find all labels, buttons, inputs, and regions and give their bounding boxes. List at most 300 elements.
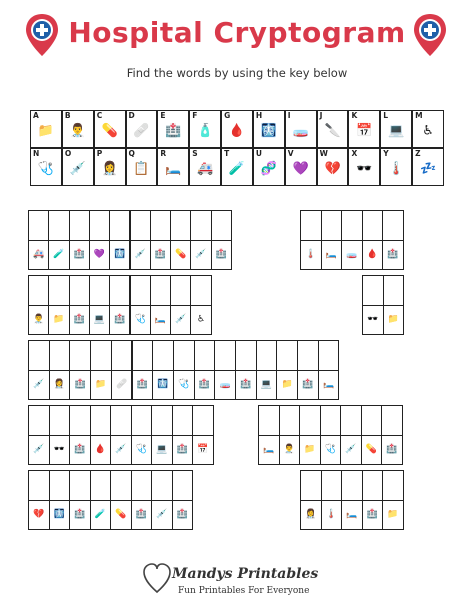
cell-divider bbox=[91, 370, 111, 371]
cell-divider bbox=[131, 240, 150, 241]
cell-divider bbox=[277, 370, 297, 371]
hospital-icon: 🏥 bbox=[114, 314, 126, 325]
letter-box[interactable] bbox=[297, 340, 319, 400]
letter-box[interactable] bbox=[318, 340, 340, 400]
word-row bbox=[300, 470, 403, 530]
cell-divider bbox=[133, 370, 153, 371]
letter-box[interactable] bbox=[300, 470, 322, 530]
letter-box[interactable] bbox=[110, 470, 132, 530]
cell-divider bbox=[110, 240, 129, 241]
nurse-icon: 👩‍⚕️ bbox=[305, 509, 317, 520]
key-cell bbox=[30, 110, 62, 148]
xray-icon: 🩻 bbox=[260, 123, 277, 139]
key-letter: H bbox=[255, 111, 263, 120]
letter-box[interactable] bbox=[131, 405, 153, 465]
hospital-bed-icon: 🛏️ bbox=[346, 509, 358, 520]
letter-box[interactable] bbox=[69, 405, 91, 465]
hospital-icon: 🏥 bbox=[135, 509, 147, 520]
bandage-icon: 🩹 bbox=[116, 379, 128, 390]
letter-box[interactable] bbox=[381, 405, 403, 465]
letter-box[interactable] bbox=[361, 405, 383, 465]
letter-box[interactable] bbox=[172, 405, 194, 465]
letter-box[interactable] bbox=[28, 470, 50, 530]
letter-box[interactable] bbox=[132, 340, 154, 400]
cell-divider bbox=[257, 370, 277, 371]
key-cell bbox=[380, 148, 412, 186]
cell-divider bbox=[236, 370, 256, 371]
cell-divider bbox=[363, 240, 383, 241]
cell-divider bbox=[132, 500, 152, 501]
folder-icon: 📁 bbox=[281, 379, 293, 390]
letter-box[interactable] bbox=[211, 210, 232, 270]
letter-box[interactable] bbox=[28, 210, 49, 270]
glasses-icon: 🕶️ bbox=[53, 444, 65, 455]
letter-box[interactable] bbox=[190, 210, 211, 270]
cell-divider bbox=[70, 240, 89, 241]
letter-box[interactable] bbox=[362, 210, 384, 270]
key-letter: S bbox=[192, 149, 198, 158]
stethoscope-icon: 🩺 bbox=[178, 379, 190, 390]
hospital-icon: 🏥 bbox=[387, 249, 399, 260]
letter-box[interactable] bbox=[69, 210, 90, 270]
key-letter: O bbox=[64, 149, 72, 158]
letter-box[interactable] bbox=[341, 470, 363, 530]
calendar-icon: 📅 bbox=[197, 444, 209, 455]
letter-box[interactable] bbox=[256, 340, 278, 400]
key-cell bbox=[348, 148, 380, 186]
dna-icon: 🧬 bbox=[260, 161, 277, 177]
cell-divider bbox=[383, 240, 403, 241]
hospital-icon: 🏥 bbox=[154, 249, 167, 260]
key-cell bbox=[157, 148, 189, 186]
letter-box[interactable] bbox=[110, 405, 132, 465]
cell-divider bbox=[91, 500, 111, 501]
hospital-icon: 🏥 bbox=[176, 509, 188, 520]
cell-divider bbox=[342, 500, 362, 501]
letter-box[interactable] bbox=[190, 275, 211, 335]
ambulance-icon: 🚑 bbox=[33, 249, 45, 260]
letter-box[interactable] bbox=[382, 470, 404, 530]
laptop-icon: 💻 bbox=[260, 379, 273, 390]
clipboard-icon: 📋 bbox=[133, 161, 150, 177]
key-cell bbox=[126, 148, 158, 186]
xray-icon: 🩻 bbox=[53, 509, 65, 520]
letter-box[interactable] bbox=[69, 275, 90, 335]
letter-box[interactable] bbox=[28, 405, 50, 465]
blood-drop-icon: 🩸 bbox=[228, 123, 246, 139]
cell-divider bbox=[341, 435, 361, 436]
cell-divider bbox=[49, 305, 68, 306]
cipher-key-grid bbox=[30, 110, 444, 186]
petri-dish-icon: 🧫 bbox=[219, 379, 231, 390]
key-cell bbox=[412, 148, 444, 186]
letter-box[interactable] bbox=[48, 275, 69, 335]
hospital-icon: 🏥 bbox=[74, 444, 86, 455]
letter-box[interactable] bbox=[258, 405, 280, 465]
key-cell bbox=[285, 148, 317, 186]
cell-divider bbox=[70, 500, 90, 501]
letter-box[interactable] bbox=[321, 210, 343, 270]
nurse-icon: 👩‍⚕️ bbox=[53, 379, 66, 390]
folder-icon: 📁 bbox=[387, 509, 399, 520]
cell-divider bbox=[342, 240, 362, 241]
key-cell bbox=[412, 110, 444, 148]
key-cell bbox=[189, 148, 221, 186]
test-tube-icon: 🧪 bbox=[228, 161, 246, 177]
letter-box[interactable] bbox=[28, 275, 49, 335]
cell-divider bbox=[152, 500, 172, 501]
letter-box[interactable] bbox=[362, 275, 384, 335]
key-letter: R bbox=[160, 149, 167, 158]
key-letter: A bbox=[33, 111, 39, 120]
letter-box[interactable] bbox=[89, 210, 110, 270]
key-letter: N bbox=[33, 149, 40, 158]
key-cell bbox=[126, 110, 158, 148]
folder-icon: 📁 bbox=[95, 379, 107, 390]
blood-drop-icon: 🩸 bbox=[366, 249, 378, 260]
key-cell bbox=[285, 110, 317, 148]
cell-divider bbox=[322, 500, 342, 501]
hospital-icon: 🏥 bbox=[386, 444, 398, 455]
letter-box[interactable] bbox=[90, 340, 112, 400]
thermometer-icon: 🌡️ bbox=[388, 161, 405, 177]
cell-divider bbox=[301, 240, 321, 241]
stethoscope-icon: 🩺 bbox=[37, 161, 55, 177]
key-letter: W bbox=[319, 149, 328, 158]
cell-divider bbox=[171, 240, 190, 241]
syringe-icon: 💉 bbox=[134, 249, 146, 260]
cell-divider bbox=[301, 500, 321, 501]
letter-box[interactable] bbox=[69, 470, 91, 530]
cell-divider bbox=[70, 435, 90, 436]
hospital-icon: 🏥 bbox=[74, 379, 86, 390]
cell-divider bbox=[29, 240, 48, 241]
cell-divider bbox=[191, 305, 210, 306]
page-title: Hospital Cryptogram bbox=[68, 16, 406, 49]
thermometer-icon: 🌡️ bbox=[325, 509, 337, 520]
key-letter: J bbox=[319, 111, 323, 120]
cell-divider bbox=[110, 305, 129, 306]
letter-box[interactable] bbox=[194, 340, 216, 400]
cell-divider bbox=[111, 435, 131, 436]
cell-divider bbox=[29, 435, 49, 436]
key-letter: U bbox=[255, 149, 263, 158]
word-row bbox=[28, 275, 211, 335]
cell-divider bbox=[171, 305, 190, 306]
key-letter: P bbox=[96, 149, 103, 158]
word-row bbox=[258, 405, 402, 465]
brand-name: Mandys Printables bbox=[172, 566, 319, 582]
letter-box[interactable] bbox=[130, 210, 151, 270]
hospital-bed-icon: 🛏️ bbox=[325, 249, 337, 260]
cell-divider bbox=[322, 240, 342, 241]
cell-divider bbox=[174, 370, 194, 371]
cell-divider bbox=[29, 305, 48, 306]
hospital-icon: 🏥 bbox=[73, 249, 85, 260]
word-row bbox=[28, 340, 339, 400]
key-cell bbox=[253, 148, 285, 186]
letter-box[interactable] bbox=[111, 340, 133, 400]
hospital-icon: 🏥 bbox=[240, 379, 252, 390]
key-cell bbox=[221, 110, 253, 148]
key-cell bbox=[157, 110, 189, 148]
word-row bbox=[28, 470, 192, 530]
medicine-bottle-icon: 💜 bbox=[292, 161, 309, 177]
letter-box[interactable] bbox=[151, 405, 173, 465]
nurse-icon: 👩‍⚕️ bbox=[101, 161, 118, 177]
hospital-icon: 🏥 bbox=[136, 379, 148, 390]
cell-divider bbox=[362, 435, 382, 436]
cell-divider bbox=[29, 370, 49, 371]
letter-box[interactable] bbox=[49, 405, 71, 465]
blood-drop-icon: 🩸 bbox=[94, 444, 106, 455]
cell-divider bbox=[298, 370, 318, 371]
cell-divider bbox=[382, 435, 402, 436]
key-letter: Z bbox=[415, 149, 421, 158]
cell-divider bbox=[50, 435, 70, 436]
medical-pin-icon bbox=[412, 12, 448, 58]
letter-box[interactable] bbox=[131, 470, 153, 530]
cell-divider bbox=[131, 305, 150, 306]
hospital-icon: 🏥 bbox=[215, 249, 227, 260]
key-cell bbox=[253, 110, 285, 148]
key-letter: K bbox=[351, 111, 358, 120]
calendar-icon: 📅 bbox=[356, 123, 373, 139]
cell-divider bbox=[90, 240, 109, 241]
key-letter: I bbox=[287, 111, 291, 120]
syringe-icon: 💉 bbox=[175, 314, 187, 325]
cell-divider bbox=[50, 500, 70, 501]
doctor-icon: 👨‍⚕️ bbox=[69, 123, 86, 139]
cell-divider bbox=[49, 240, 68, 241]
key-letter: V bbox=[287, 149, 294, 158]
word-row bbox=[362, 275, 403, 335]
letter-box[interactable] bbox=[170, 275, 191, 335]
sleep-icon: 💤 bbox=[419, 161, 437, 177]
wheelchair-icon: ♿ bbox=[196, 314, 206, 325]
key-letter: E bbox=[160, 111, 166, 120]
cell-divider bbox=[384, 305, 404, 306]
key-cell bbox=[348, 110, 380, 148]
letter-box[interactable] bbox=[173, 340, 195, 400]
laptop-icon: 💻 bbox=[388, 123, 405, 139]
key-letter: Y bbox=[383, 149, 389, 158]
key-letter: D bbox=[128, 111, 135, 120]
letter-box[interactable] bbox=[90, 470, 112, 530]
hospital-icon: 🏥 bbox=[165, 123, 182, 139]
letter-box[interactable] bbox=[130, 275, 151, 335]
cell-divider bbox=[363, 305, 383, 306]
laptop-icon: 💻 bbox=[93, 314, 106, 325]
word-row bbox=[28, 210, 231, 270]
test-tube-icon: 🧪 bbox=[53, 249, 65, 260]
word-row bbox=[28, 405, 213, 465]
letter-box[interactable] bbox=[383, 275, 405, 335]
letter-box[interactable] bbox=[214, 340, 236, 400]
cell-divider bbox=[50, 370, 70, 371]
folder-icon: 📁 bbox=[304, 444, 316, 455]
cell-divider bbox=[280, 435, 300, 436]
cell-divider bbox=[321, 435, 341, 436]
letter-box[interactable] bbox=[300, 210, 322, 270]
letter-box[interactable] bbox=[28, 340, 50, 400]
letter-box[interactable] bbox=[235, 340, 257, 400]
key-cell bbox=[380, 110, 412, 148]
key-letter: T bbox=[224, 149, 230, 158]
pill-icon: 💊 bbox=[365, 444, 377, 455]
key-cell bbox=[62, 148, 94, 186]
cell-divider bbox=[70, 370, 90, 371]
broken-heart-icon: 💔 bbox=[33, 509, 45, 520]
key-cell bbox=[317, 148, 349, 186]
glasses-icon: 🕶️ bbox=[356, 161, 373, 177]
letter-box[interactable] bbox=[89, 275, 110, 335]
ambulance-icon: 🚑 bbox=[197, 161, 214, 177]
letter-box[interactable] bbox=[69, 340, 91, 400]
petri-dish-icon: 🧫 bbox=[346, 249, 358, 260]
syringe-icon: 💉 bbox=[345, 444, 357, 455]
cell-divider bbox=[153, 370, 173, 371]
folder-icon: 📁 bbox=[387, 314, 399, 325]
xray-icon: 🩻 bbox=[157, 379, 169, 390]
syringe-icon: 💉 bbox=[156, 509, 168, 520]
syringe-icon: 💉 bbox=[33, 379, 45, 390]
key-cell bbox=[94, 148, 126, 186]
hospital-bed-icon: 🛏️ bbox=[165, 161, 182, 177]
medical-pin-icon bbox=[24, 12, 60, 58]
word-row bbox=[300, 210, 403, 270]
letter-box[interactable] bbox=[49, 470, 71, 530]
brand-tagline: Fun Printables For Everyone bbox=[178, 586, 310, 596]
letter-box[interactable] bbox=[109, 210, 130, 270]
letter-box[interactable] bbox=[109, 275, 130, 335]
letter-box[interactable] bbox=[150, 210, 171, 270]
key-letter: Q bbox=[128, 149, 135, 158]
letter-box[interactable] bbox=[48, 210, 69, 270]
laptop-icon: 💻 bbox=[156, 444, 168, 455]
letter-box[interactable] bbox=[151, 470, 173, 530]
doctor-icon: 👨‍⚕️ bbox=[33, 314, 45, 325]
heart-icon bbox=[142, 560, 172, 596]
petri-dish-icon: 🧫 bbox=[292, 123, 309, 139]
thermometer-icon: 🌡️ bbox=[305, 249, 317, 260]
lotion-icon: 🧴 bbox=[197, 123, 214, 139]
cell-divider bbox=[152, 435, 172, 436]
cell-divider bbox=[300, 435, 320, 436]
cell-divider bbox=[191, 240, 210, 241]
hospital-icon: 🏥 bbox=[176, 444, 188, 455]
letter-box[interactable] bbox=[320, 405, 342, 465]
key-cell bbox=[30, 148, 62, 186]
key-letter: C bbox=[96, 111, 103, 120]
letter-box[interactable] bbox=[90, 405, 112, 465]
pill-icon: 💊 bbox=[175, 249, 187, 260]
pill-icon: 💊 bbox=[115, 509, 127, 520]
medicine-bottle-icon: 💜 bbox=[93, 249, 106, 260]
stethoscope-icon: 🩺 bbox=[134, 314, 146, 325]
cell-divider bbox=[112, 370, 132, 371]
cell-divider bbox=[151, 240, 170, 241]
key-letter: L bbox=[383, 111, 389, 120]
xray-icon: 🩻 bbox=[114, 249, 126, 260]
cell-divider bbox=[173, 435, 193, 436]
cell-divider bbox=[151, 305, 170, 306]
cell-divider bbox=[195, 370, 215, 371]
scalpel-icon: 🔪 bbox=[324, 123, 341, 139]
hospital-bed-icon: 🛏️ bbox=[323, 379, 335, 390]
cell-divider bbox=[363, 500, 383, 501]
key-cell bbox=[317, 110, 349, 148]
wheelchair-icon: ♿ bbox=[422, 123, 434, 139]
cell-divider bbox=[173, 500, 193, 501]
syringe-icon: 💉 bbox=[115, 444, 127, 455]
letter-box[interactable] bbox=[172, 470, 194, 530]
key-cell bbox=[189, 110, 221, 148]
hospital-icon: 🏥 bbox=[74, 509, 86, 520]
hospital-bed-icon: 🛏️ bbox=[263, 444, 275, 455]
key-letter: F bbox=[192, 111, 198, 120]
key-letter: G bbox=[224, 111, 231, 120]
letter-box[interactable] bbox=[152, 340, 174, 400]
stethoscope-icon: 🩺 bbox=[324, 444, 336, 455]
letter-box[interactable] bbox=[276, 340, 298, 400]
key-letter: B bbox=[64, 111, 71, 120]
key-cell bbox=[62, 110, 94, 148]
letter-box[interactable] bbox=[192, 405, 214, 465]
syringe-icon: 💉 bbox=[195, 249, 207, 260]
cell-divider bbox=[383, 500, 403, 501]
letter-box[interactable] bbox=[279, 405, 301, 465]
letter-box[interactable] bbox=[299, 405, 321, 465]
hospital-icon: 🏥 bbox=[73, 314, 85, 325]
glasses-icon: 🕶️ bbox=[367, 314, 379, 325]
cell-divider bbox=[111, 500, 131, 501]
cell-divider bbox=[193, 435, 213, 436]
cell-divider bbox=[91, 435, 111, 436]
letter-box[interactable] bbox=[321, 470, 343, 530]
letter-box[interactable] bbox=[382, 210, 404, 270]
letter-box[interactable] bbox=[170, 210, 191, 270]
cell-divider bbox=[212, 240, 231, 241]
cell-divider bbox=[319, 370, 339, 371]
key-letter: M bbox=[415, 111, 423, 120]
letter-box[interactable] bbox=[341, 210, 363, 270]
key-cell bbox=[221, 148, 253, 186]
cell-divider bbox=[70, 305, 89, 306]
test-tube-icon: 🧪 bbox=[94, 509, 106, 520]
letter-box[interactable] bbox=[150, 275, 171, 335]
pill-icon: 💊 bbox=[101, 123, 118, 139]
folder-icon: 📁 bbox=[37, 123, 55, 139]
broken-heart-icon: 💔 bbox=[324, 161, 341, 177]
cell-divider bbox=[215, 370, 235, 371]
hospital-icon: 🏥 bbox=[302, 379, 314, 390]
key-letter: X bbox=[351, 149, 358, 158]
cell-divider bbox=[259, 435, 279, 436]
letter-box[interactable] bbox=[49, 340, 71, 400]
syringe-icon: 💉 bbox=[69, 161, 86, 177]
hospital-icon: 🏥 bbox=[366, 509, 378, 520]
hospital-bed-icon: 🛏️ bbox=[154, 314, 167, 325]
instructions: Find the words by using the key below bbox=[126, 66, 348, 80]
stethoscope-icon: 🩺 bbox=[135, 444, 147, 455]
letter-box[interactable] bbox=[362, 470, 384, 530]
cell-divider bbox=[90, 305, 109, 306]
folder-icon: 📁 bbox=[53, 314, 65, 325]
cell-divider bbox=[132, 435, 152, 436]
letter-box[interactable] bbox=[340, 405, 362, 465]
cell-divider bbox=[29, 500, 49, 501]
